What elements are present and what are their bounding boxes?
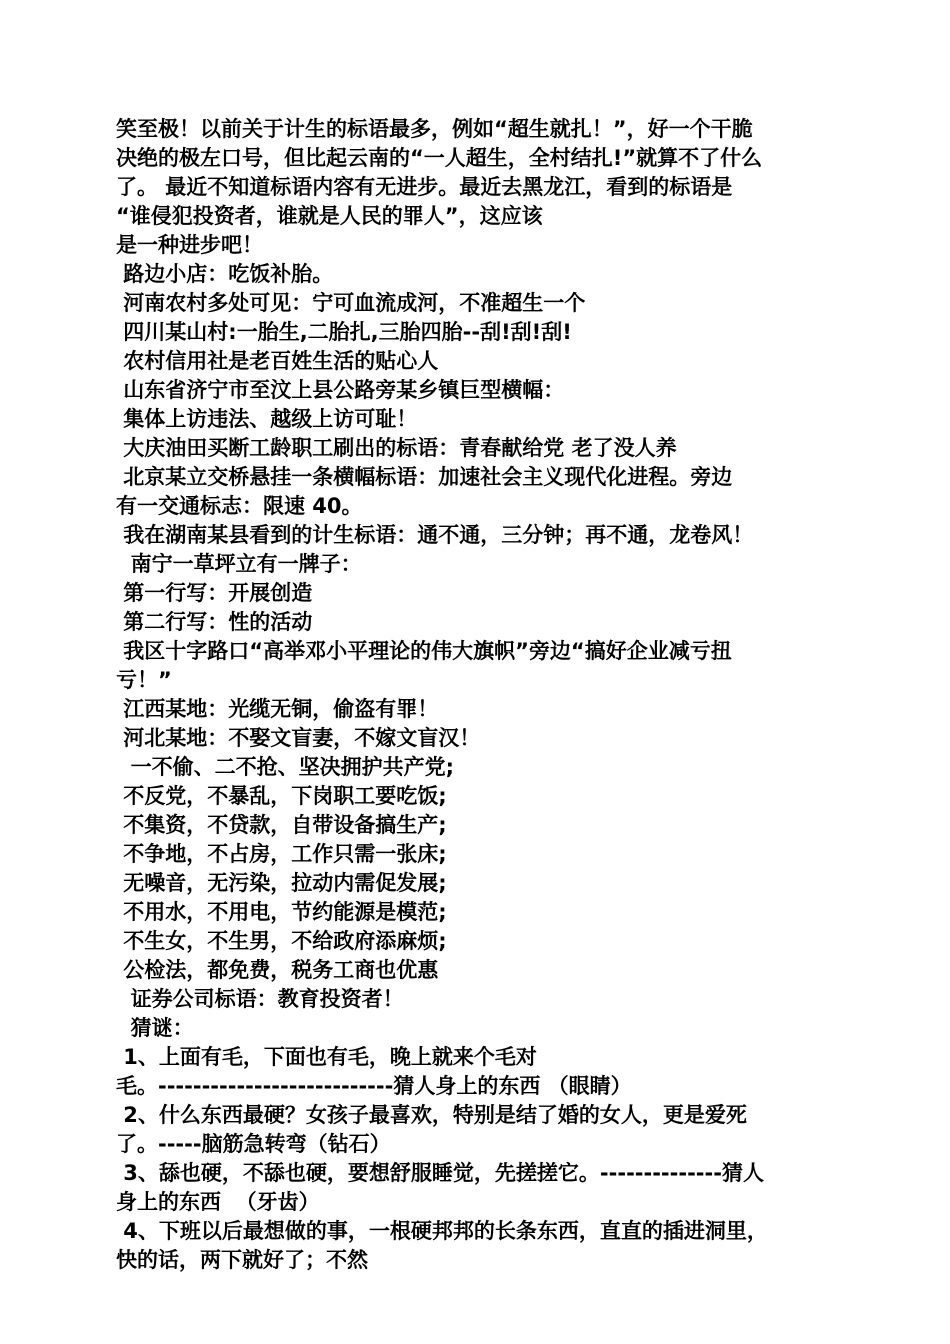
text-line: 江西某地：光缆无铜，偷盗有罪！: [116, 697, 439, 721]
text-line: 农村信用社是老百姓生活的贴心人: [116, 349, 439, 373]
text-line: 不生女，不生男，不给政府添麻烦;: [116, 929, 447, 953]
text-line: 2、什么东西最硬？女孩子最喜欢，特别是结了婚的女人，更是爱死: [116, 1103, 747, 1127]
text-line: 河南农村多处可见：宁可血流成河，不准超生一个: [116, 291, 586, 315]
text-line: 第二行写：性的活动: [116, 610, 313, 634]
text-line: 不用水，不用电，节约能源是模范;: [116, 900, 447, 924]
text-line: 猜谜：: [116, 1016, 194, 1040]
text-line: 快的话，两下就好了；不然: [116, 1248, 368, 1272]
text-line: 不反党，不暴乱，下岗职工要吃饭;: [116, 784, 447, 808]
text-line: 公检法，都免费，税务工商也优惠: [116, 958, 439, 982]
text-line: 大庆油田买断工龄职工刷出的标语：青春献给党 老了没人养: [116, 436, 677, 460]
text-line: 路边小店：吃饭补胎。: [116, 262, 334, 286]
text-line: 笑至极！以前关于计生的标语最多，例如“超生就扎！”，好一个干脆: [116, 117, 753, 141]
text-line: 不集资，不贷款，自带设备搞生产;: [116, 813, 447, 837]
text-line: 3、舔也硬，不舔也硬，要想舒服睡觉，先搓搓它。--------------猜人: [116, 1161, 764, 1185]
text-line: 决绝的极左口号，但比起云南的“一人超生，全村结扎!”就算不了什么: [116, 146, 763, 170]
text-line: “谁侵犯投资者，谁就是人民的罪人”，这应该: [116, 204, 543, 228]
text-line: 集体上访违法、越级上访可耻！: [116, 407, 418, 431]
text-line: 四川某山村:一胎生,二胎扎,三胎四胎--刮!刮!刮!: [116, 320, 572, 344]
text-line: 亏！”: [116, 668, 172, 692]
text-line: 一不偷、二不抢、坚决拥护共产党;: [116, 755, 455, 779]
text-line: 南宁一草坪立有一牌子：: [116, 552, 362, 576]
text-line: 北京某立交桥悬挂一条横幅标语：加速社会主义现代化进程。旁边: [116, 465, 733, 489]
text-line: 不争地，不占房，工作只需一张床;: [116, 842, 447, 866]
text-line: 4、下班以后最想做的事，一根硬邦邦的长条东西，直直的插进洞里，: [116, 1219, 768, 1243]
text-line: 河北某地：不娶文盲妻，不嫁文盲汉！: [116, 726, 481, 750]
text-line: 我在湖南某县看到的计生标语：通不通，三分钟；再不通，龙卷风！: [116, 523, 754, 547]
text-line: 1、上面有毛，下面也有毛，晚上就来个毛对: [116, 1045, 537, 1069]
text-line: 无噪音，无污染，拉动内需促发展;: [116, 871, 447, 895]
text-line: 第一行写：开展创造: [116, 581, 313, 605]
text-line: 有一交通标志：限速 40。: [116, 494, 363, 518]
text-line: 是一种进步吧！: [116, 233, 263, 257]
text-line: 了。-----脑筋急转弯（钻石）: [116, 1132, 391, 1156]
text-line: 了。 最近不知道标语内容有无进步。最近去黑龙江，看到的标语是: [116, 175, 733, 199]
text-line: 证券公司标语：教育投资者！: [116, 987, 404, 1011]
text-line: 毛。---------------------------猜人身上的东西 （眼睛）: [116, 1074, 632, 1098]
text-line: 身上的东西 （牙齿）: [116, 1190, 320, 1214]
text-line: 我区十字路口“高举邓小平理论的伟大旗帜”旁边“搞好企业减亏扭: [116, 639, 732, 663]
document-body: [116, 115, 856, 1275]
text-line: 山东省济宁市至汶上县公路旁某乡镇巨型横幅：: [116, 378, 565, 402]
